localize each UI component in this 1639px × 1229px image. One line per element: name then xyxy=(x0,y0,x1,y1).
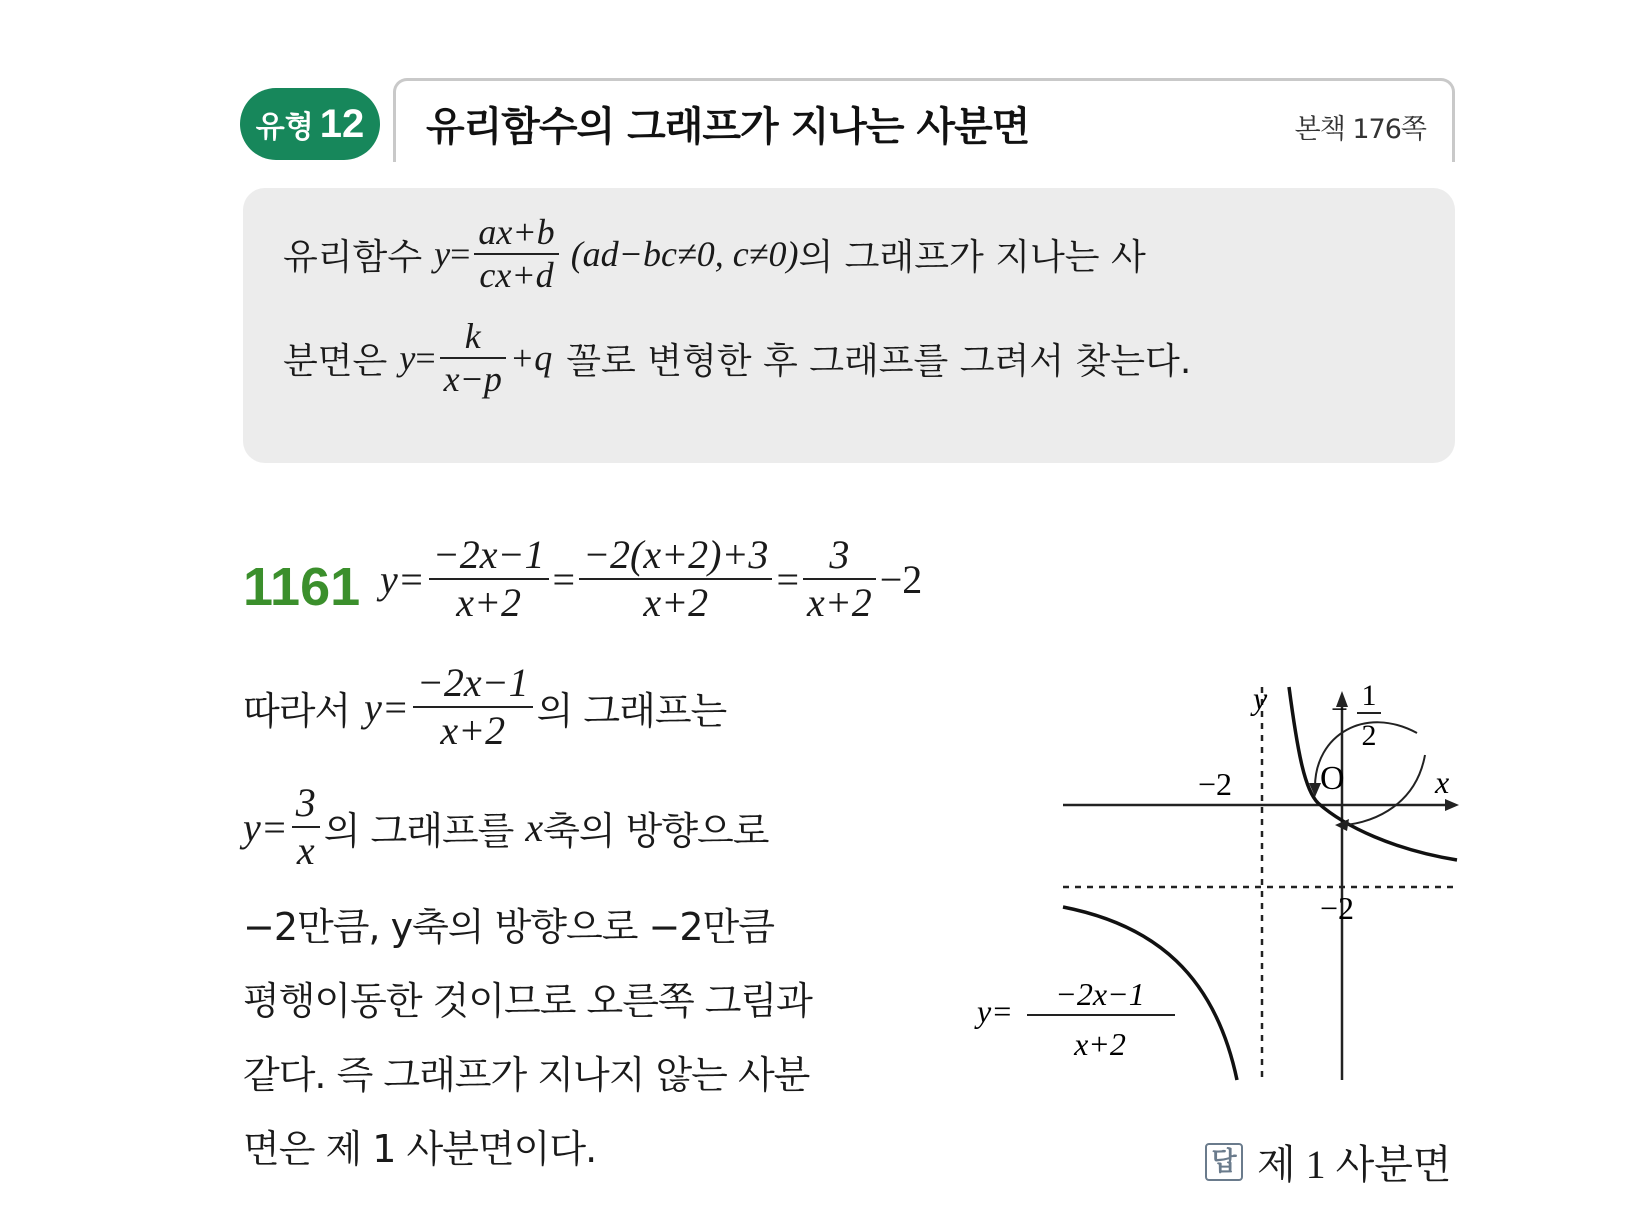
badge-number: 12 xyxy=(319,101,365,146)
math-term: y= xyxy=(364,684,409,730)
curve-label-y: y= xyxy=(977,993,1013,1029)
intercept-denominator: 2 xyxy=(1361,719,1377,752)
summary-text: 꼴로 변형한 후 그래프를 그려서 찾는다. xyxy=(566,340,1192,382)
math-op: = xyxy=(552,556,576,602)
summary-line-2 xyxy=(283,316,1191,401)
explanation-line-7: 면은 제 1 사분면이다. xyxy=(243,1127,597,1171)
summary-text: 분면은 xyxy=(283,340,388,382)
math-var: y xyxy=(399,338,416,379)
intercept-minus: − xyxy=(1331,693,1348,726)
explanation-line-4: −2만큼, y축의 방향으로 −2만큼 xyxy=(243,905,774,949)
numerator: −2(x+2)+3 xyxy=(583,532,769,577)
summary-box xyxy=(243,188,1455,463)
math-term: y= xyxy=(243,804,288,850)
numerator: −2x−1 xyxy=(416,660,529,705)
answer-icon: 답 xyxy=(1205,1143,1243,1181)
denominator: x+2 xyxy=(456,580,521,625)
math-term: y= xyxy=(380,556,425,602)
body-text: 따라서 xyxy=(243,688,351,733)
math-var: x xyxy=(525,804,544,850)
denominator: x xyxy=(296,828,315,873)
numerator: 3 xyxy=(829,532,850,577)
body-text: 의 그래프를 xyxy=(323,808,514,853)
math-term: +q xyxy=(509,338,553,379)
numerator: ax+b xyxy=(478,212,555,252)
math-op: = xyxy=(776,556,799,602)
page-reference: 본책 176쪽 xyxy=(1294,114,1426,145)
x-intercept-pointer xyxy=(1340,755,1425,825)
y-axis-label: y xyxy=(1253,680,1268,716)
x-axis-arrow xyxy=(1445,799,1459,811)
asymptote-x-label: −2 xyxy=(1197,766,1233,802)
fraction xyxy=(474,212,558,297)
summary-line-1 xyxy=(283,212,1146,297)
fraction xyxy=(292,780,320,874)
numerator: 3 xyxy=(295,780,316,825)
math-var: y xyxy=(434,234,451,275)
answer-text: 제 1 사분면 xyxy=(1257,1142,1452,1187)
explanation-line-3 xyxy=(243,780,768,874)
summary-text: 의 그래프가 지나는 사 xyxy=(798,236,1146,278)
answer xyxy=(1205,1133,1452,1190)
curve-label-numerator: −2x−1 xyxy=(1055,976,1145,1012)
equation-line xyxy=(380,532,922,626)
math-op: = xyxy=(415,338,436,379)
fraction xyxy=(803,532,876,626)
explanation-line-5: 평행이동한 것이므로 오른쪽 그림과 xyxy=(243,979,812,1023)
fraction xyxy=(579,532,772,626)
fraction xyxy=(413,660,533,754)
denominator: x+2 xyxy=(643,580,709,625)
denominator: x+2 xyxy=(440,708,506,753)
fraction xyxy=(429,532,549,626)
math-term: −2 xyxy=(879,556,923,602)
body-text: 의 그래프는 xyxy=(536,688,727,733)
hyperbola-graph xyxy=(977,675,1465,1095)
fraction xyxy=(440,316,506,401)
origin-label: O xyxy=(1320,760,1345,797)
intercept-numerator: 1 xyxy=(1361,679,1377,712)
summary-text: 유리함수 xyxy=(283,236,423,278)
denominator: x−p xyxy=(443,359,502,400)
math-op: = xyxy=(450,234,471,275)
title-box xyxy=(393,78,1455,162)
denominator: x+2 xyxy=(807,580,872,625)
curve-label-denominator: x+2 xyxy=(1074,1026,1126,1062)
type-badge xyxy=(240,88,380,160)
denominator: cx+d xyxy=(479,255,554,296)
explanation-line-2 xyxy=(243,660,726,754)
numerator: −2x−1 xyxy=(432,532,545,577)
explanation-line-6: 같다. 즉 그래프가 지나지 않는 사분 xyxy=(243,1053,810,1097)
body-text: 축의 방향으로 xyxy=(543,808,769,853)
section-title: 유리함수의 그래프가 지나는 사분면 xyxy=(426,104,1030,150)
badge-label: 유형 xyxy=(255,110,314,145)
condition: (ad−bc≠0, c≠0) xyxy=(570,234,799,275)
numerator: k xyxy=(464,316,481,356)
x-axis-label: x xyxy=(1435,764,1450,800)
asymptote-y-label: −2 xyxy=(1319,890,1355,926)
problem-number: 1161 xyxy=(243,557,361,617)
